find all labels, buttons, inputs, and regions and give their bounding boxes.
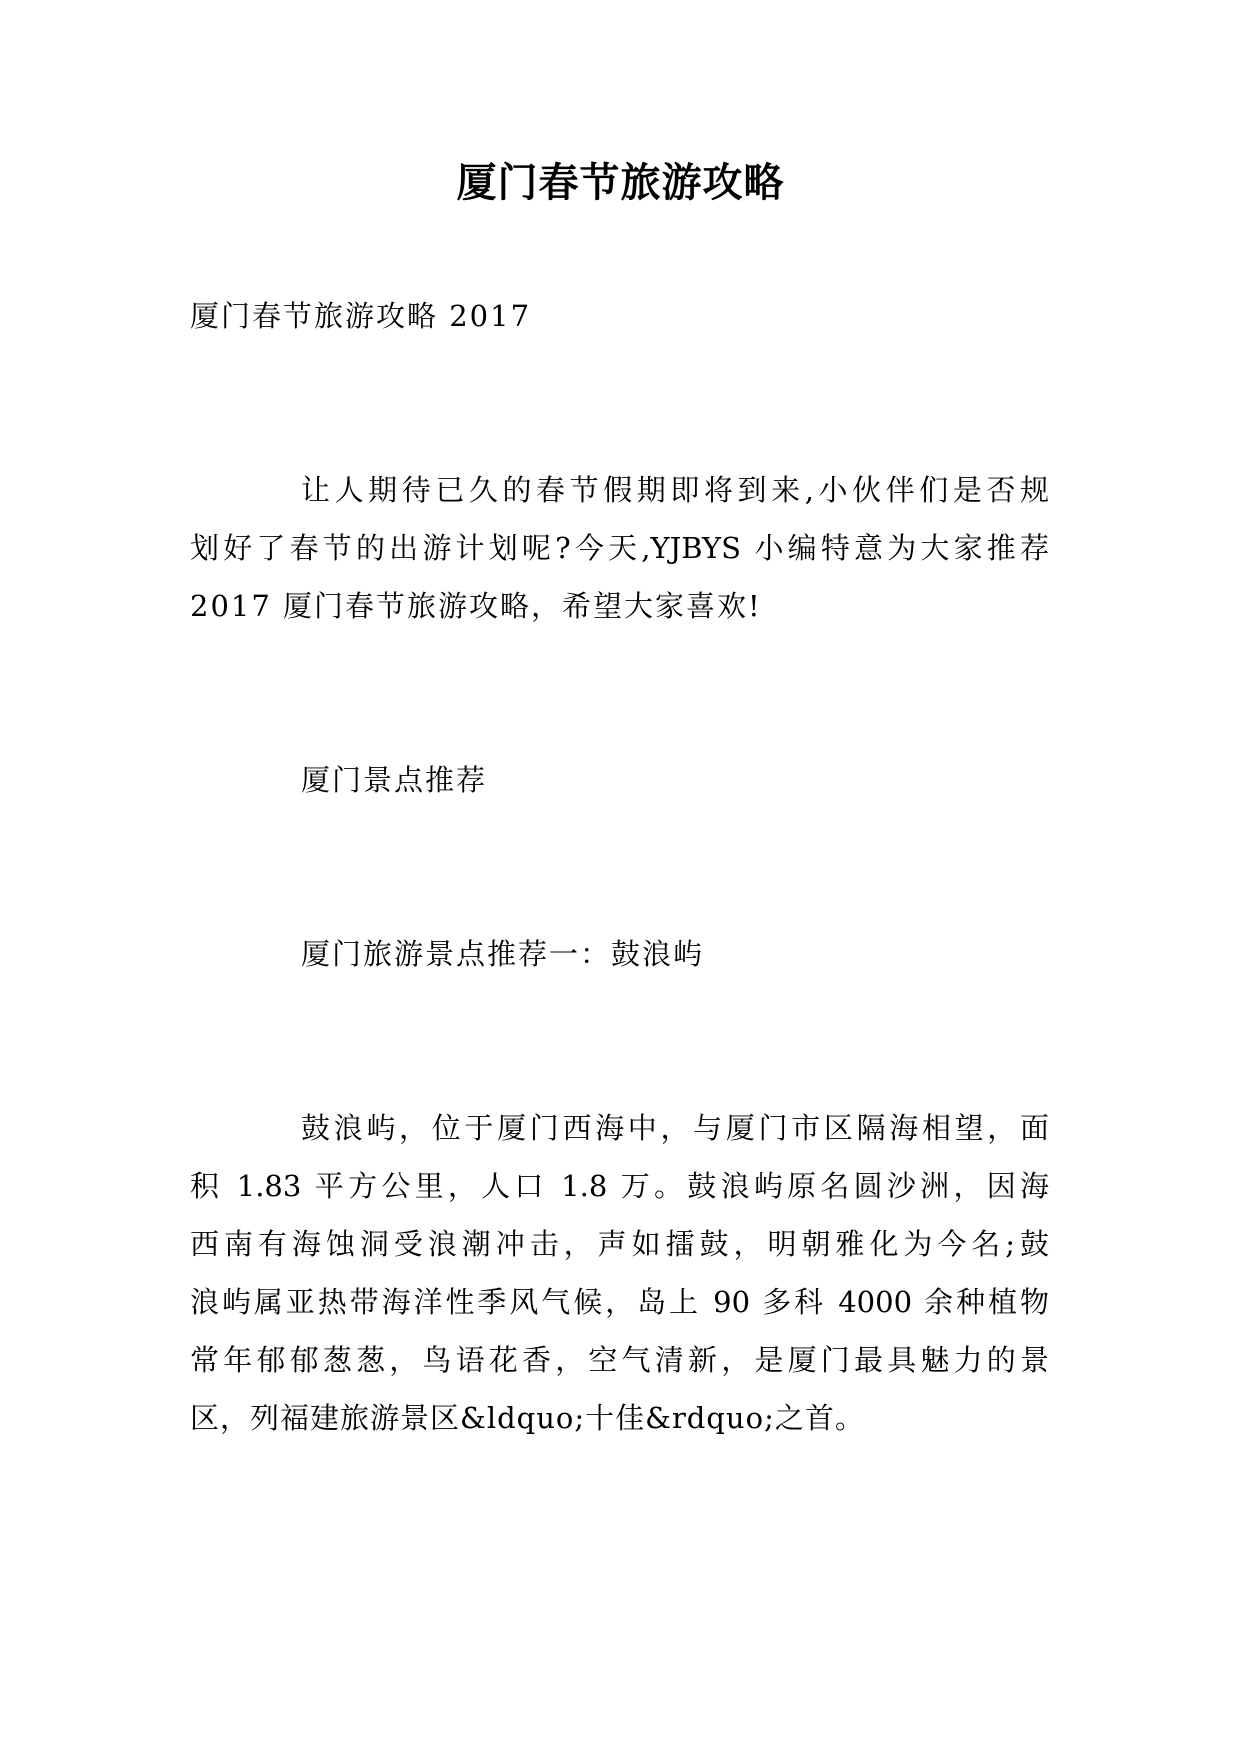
document-subtitle: 厦门春节旅游攻略 2017 [190, 299, 532, 333]
intro-paragraph-line: 让人期待已久的春节假期即将到来,小伙伴们是否规 [301, 473, 1049, 507]
document-title: 厦门春节旅游攻略 [456, 159, 785, 206]
intro-paragraph-line: 2017 厦门春节旅游攻略，希望大家喜欢! [190, 589, 762, 623]
attraction-paragraph-line: 积 1.83 平方公里，人口 1.8 万。鼓浪屿原名圆沙洲，因海 [190, 1169, 1049, 1203]
intro-paragraph-line: 划好了春节的出游计划呢?今天,YJBYS 小编特意为大家推荐 [190, 531, 1049, 565]
attraction-paragraph-line: 区，列福建旅游景区&ldquo;十佳&rdquo;之首。 [190, 1401, 865, 1435]
attraction-paragraph-line: 常年郁郁葱葱，鸟语花香，空气清新，是厦门最具魅力的景 [190, 1343, 1049, 1377]
attraction-heading: 厦门旅游景点推荐一：鼓浪屿 [301, 937, 705, 971]
attraction-paragraph-line: 西南有海蚀洞受浪潮冲击，声如擂鼓，明朝雅化为今名;鼓 [190, 1227, 1049, 1261]
attraction-paragraph-line: 浪屿属亚热带海洋性季风气候，岛上 90 多科 4000 余种植物 [190, 1285, 1049, 1319]
attraction-paragraph-line: 鼓浪屿，位于厦门西海中，与厦门市区隔海相望，面 [301, 1111, 1049, 1145]
section-heading: 厦门景点推荐 [301, 763, 488, 797]
